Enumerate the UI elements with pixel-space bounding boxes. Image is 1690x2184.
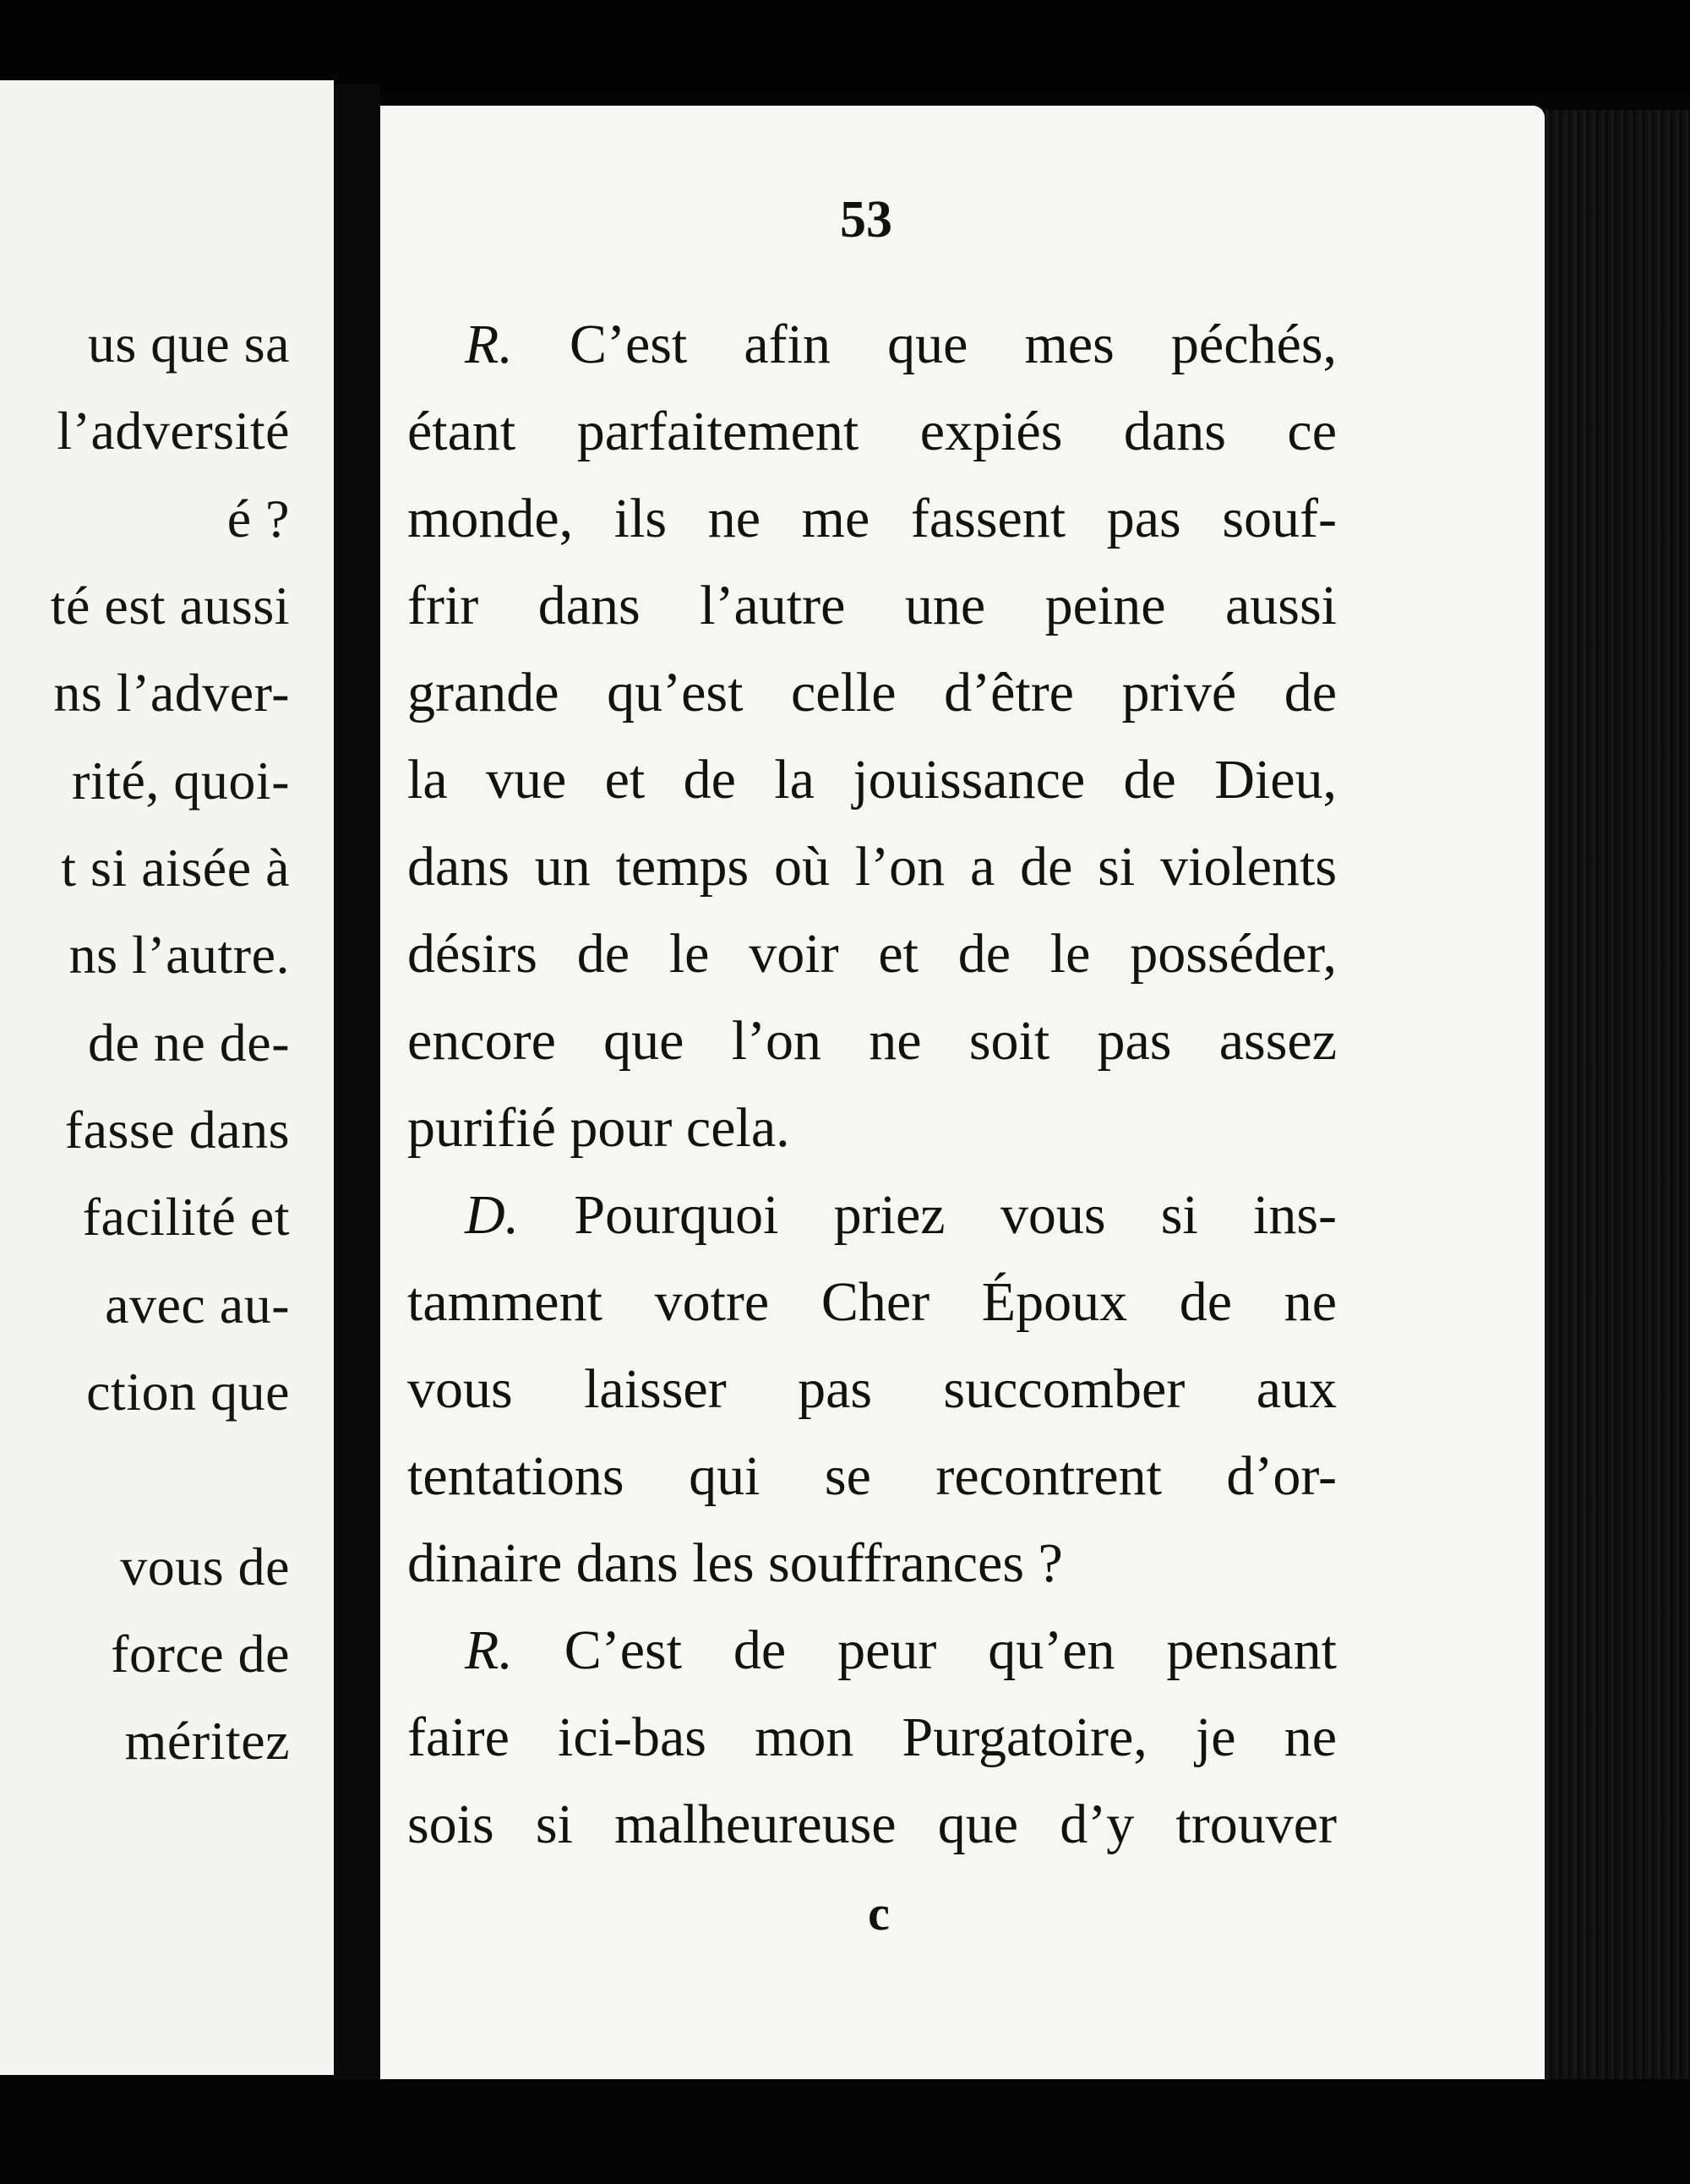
speaker-marker: R. bbox=[465, 1619, 513, 1681]
signature-mark: c bbox=[868, 1886, 890, 1941]
text-line: encore que l’on ne soit pas assez bbox=[407, 1010, 1337, 1072]
left-page-line: us que sa bbox=[87, 314, 290, 374]
left-page-line: é ? bbox=[226, 489, 290, 549]
left-page-line: ction que bbox=[86, 1362, 290, 1422]
left-page-line: l’adversité bbox=[57, 401, 290, 461]
text-line: faire ici-bas mon Purgatoire, je ne bbox=[407, 1706, 1337, 1768]
text-line: grande qu’est celle d’être privé de bbox=[407, 662, 1337, 723]
scan-border-top bbox=[0, 0, 1690, 93]
left-page-line: té est aussi bbox=[50, 576, 290, 636]
left-page-line: facilité et bbox=[82, 1187, 290, 1247]
text-line: D. Pourquoi priez vous si ins- bbox=[465, 1184, 1338, 1246]
text-line: désirs de le voir et de le posséder, bbox=[407, 923, 1337, 985]
scan-border-bottom bbox=[0, 2079, 1690, 2184]
text-line: dans un temps où l’on a de si violents bbox=[407, 836, 1337, 898]
previous-page bbox=[0, 80, 334, 2075]
left-page-line: de ne de- bbox=[87, 1013, 290, 1073]
text-line: R. C’est afin que mes péchés, bbox=[465, 314, 1338, 375]
left-page-line: méritez bbox=[124, 1711, 290, 1771]
left-page-line: avec au- bbox=[105, 1275, 290, 1335]
left-page-line: force de bbox=[111, 1624, 290, 1684]
text-line: frir dans l’autre une peine aussi bbox=[407, 575, 1337, 636]
left-page-line: fasse dans bbox=[64, 1100, 290, 1160]
book-gutter bbox=[334, 85, 380, 2079]
left-page-line: vous de bbox=[120, 1537, 290, 1597]
left-page-line: t si aisée à bbox=[61, 838, 290, 898]
speaker-marker: R. bbox=[465, 314, 513, 375]
text-line: R. C’est de peur qu’en pensant bbox=[465, 1619, 1338, 1681]
left-page-line: rité, quoi- bbox=[72, 751, 290, 811]
left-page-line: ns l’autre. bbox=[68, 925, 290, 985]
text-line: monde, ils ne me fassent pas souf- bbox=[407, 488, 1337, 549]
text-line: tentations qui se recontrent d’or- bbox=[407, 1445, 1337, 1507]
text-line: sois si malheureuse que d’y trouver bbox=[407, 1794, 1337, 1855]
left-page-line: ns l’adver- bbox=[53, 663, 290, 723]
page-edges bbox=[1545, 110, 1690, 2079]
page-number: 53 bbox=[840, 191, 892, 248]
text-line: tamment votre Cher Époux de ne bbox=[407, 1271, 1337, 1333]
text-line: purifié pour cela. bbox=[407, 1097, 790, 1159]
speaker-marker: D. bbox=[465, 1184, 520, 1246]
text-line: dinaire dans les souffrances ? bbox=[407, 1532, 1063, 1594]
text-line: la vue et de la jouissance de Dieu, bbox=[407, 749, 1337, 811]
text-line: vous laisser pas succomber aux bbox=[407, 1358, 1337, 1420]
text-line: étant parfaitement expiés dans ce bbox=[407, 401, 1337, 462]
